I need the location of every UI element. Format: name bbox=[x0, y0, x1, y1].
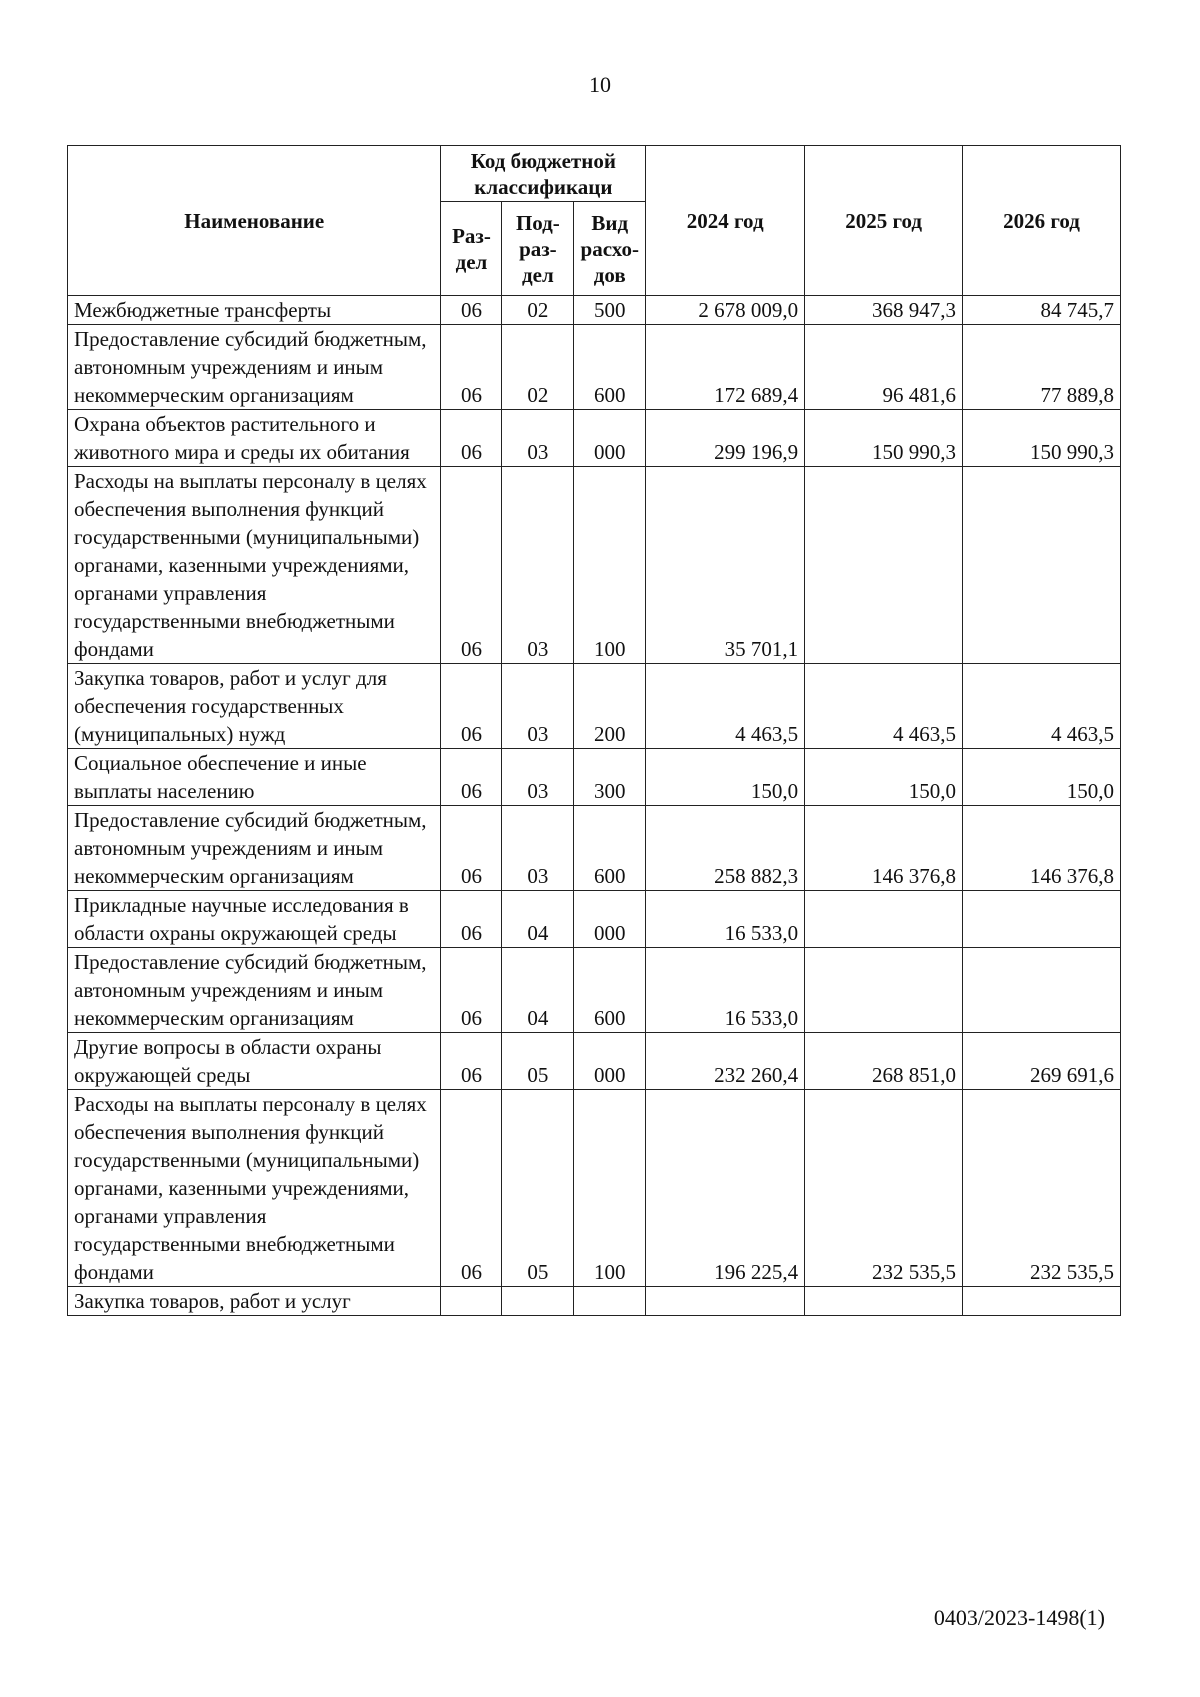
row-name: Предоставление субсидий бюджетным, автономным учреждениям и иным некоммерческим организациям bbox=[68, 806, 441, 891]
table-row bbox=[68, 1033, 1121, 1090]
row-podrazdel: 05 bbox=[502, 1090, 574, 1287]
page-number: 10 bbox=[589, 72, 611, 97]
row-value-2025 bbox=[805, 948, 963, 1033]
row-razdel: 06 bbox=[441, 806, 502, 891]
row-razdel: 06 bbox=[441, 749, 502, 806]
row-value-2026: 150,0 bbox=[963, 749, 1121, 806]
row-value-2026: 146 376,8 bbox=[963, 806, 1121, 891]
row-podrazdel: 04 bbox=[502, 891, 574, 948]
row-vid: 600 bbox=[574, 948, 646, 1033]
table-row bbox=[68, 891, 1121, 948]
row-name: Социальное обеспечение и иные выплаты населению bbox=[68, 749, 441, 806]
row-razdel: 06 bbox=[441, 891, 502, 948]
row-value-2025 bbox=[805, 891, 963, 948]
row-value-2025: 150,0 bbox=[805, 749, 963, 806]
row-value-2026: 84 745,7 bbox=[963, 296, 1121, 325]
table-row bbox=[68, 749, 1121, 806]
table-row bbox=[68, 1090, 1121, 1287]
row-podrazdel: 03 bbox=[502, 806, 574, 891]
header-2026: 2026 год bbox=[963, 146, 1121, 296]
row-value-2024: 258 882,3 bbox=[646, 806, 805, 891]
row-value-2026: 269 691,6 bbox=[963, 1033, 1121, 1090]
row-podrazdel: 03 bbox=[502, 749, 574, 806]
row-vid: 100 bbox=[574, 467, 646, 664]
row-name: Расходы на выплаты персоналу в целях обеспечения выполнения функций государственными (муниципальными) органами, казенными учреждениями, органами управления государственными внебюджетными фондами bbox=[68, 467, 441, 664]
row-value-2024: 35 701,1 bbox=[646, 467, 805, 664]
row-value-2025 bbox=[805, 1287, 963, 1316]
row-vid bbox=[574, 1287, 646, 1316]
row-value-2026: 4 463,5 bbox=[963, 664, 1121, 749]
row-podrazdel: 04 bbox=[502, 948, 574, 1033]
row-razdel: 06 bbox=[441, 325, 502, 410]
header-code-group: Код бюджетной классификаци bbox=[441, 146, 646, 202]
row-value-2024: 150,0 bbox=[646, 749, 805, 806]
row-value-2026 bbox=[963, 891, 1121, 948]
row-value-2025: 368 947,3 bbox=[805, 296, 963, 325]
row-value-2024: 16 533,0 bbox=[646, 891, 805, 948]
row-podrazdel: 03 bbox=[502, 664, 574, 749]
row-value-2024: 16 533,0 bbox=[646, 948, 805, 1033]
budget-table bbox=[67, 145, 1121, 1316]
row-podrazdel: 03 bbox=[502, 467, 574, 664]
row-vid: 000 bbox=[574, 1033, 646, 1090]
row-vid: 500 bbox=[574, 296, 646, 325]
row-podrazdel: 05 bbox=[502, 1033, 574, 1090]
row-value-2025: 150 990,3 bbox=[805, 410, 963, 467]
row-value-2025 bbox=[805, 467, 963, 664]
row-name: Прикладные научные исследования в области охраны окружающей среды bbox=[68, 891, 441, 948]
row-name: Закупка товаров, работ и услуг bbox=[68, 1287, 441, 1316]
row-razdel: 06 bbox=[441, 1033, 502, 1090]
row-razdel: 06 bbox=[441, 467, 502, 664]
table-row bbox=[68, 664, 1121, 749]
row-razdel: 06 bbox=[441, 664, 502, 749]
row-vid: 300 bbox=[574, 749, 646, 806]
row-podrazdel: 03 bbox=[502, 410, 574, 467]
row-value-2024: 172 689,4 bbox=[646, 325, 805, 410]
table-row bbox=[68, 467, 1121, 664]
row-vid: 100 bbox=[574, 1090, 646, 1287]
row-razdel: 06 bbox=[441, 1090, 502, 1287]
table-row bbox=[68, 948, 1121, 1033]
row-name: Охрана объектов растительного и животного мира и среды их обитания bbox=[68, 410, 441, 467]
row-value-2024: 196 225,4 bbox=[646, 1090, 805, 1287]
row-vid: 200 bbox=[574, 664, 646, 749]
header-2024: 2024 год bbox=[646, 146, 805, 296]
header-name: Наименование bbox=[68, 146, 441, 296]
row-name: Предоставление субсидий бюджетным, автономным учреждениям и иным некоммерческим организациям bbox=[68, 325, 441, 410]
row-name: Расходы на выплаты персоналу в целях обеспечения выполнения функций государственными (муниципальными) органами, казенными учреждениями, органами управления государственными внебюджетными фондами bbox=[68, 1090, 441, 1287]
row-value-2024: 299 196,9 bbox=[646, 410, 805, 467]
row-value-2026: 232 535,5 bbox=[963, 1090, 1121, 1287]
row-value-2026 bbox=[963, 948, 1121, 1033]
row-podrazdel: 02 bbox=[502, 296, 574, 325]
row-razdel: 06 bbox=[441, 296, 502, 325]
row-value-2024: 2 678 009,0 bbox=[646, 296, 805, 325]
header-podrazdel: Под- раз- дел bbox=[502, 202, 574, 296]
row-value-2026 bbox=[963, 1287, 1121, 1316]
table-row bbox=[68, 806, 1121, 891]
row-razdel bbox=[441, 1287, 502, 1316]
row-vid: 000 bbox=[574, 410, 646, 467]
header-vid: Вид расхо- дов bbox=[574, 202, 646, 296]
row-value-2026: 150 990,3 bbox=[963, 410, 1121, 467]
row-value-2025: 268 851,0 bbox=[805, 1033, 963, 1090]
document-code: 0403/2023-1498(1) bbox=[933, 1605, 1105, 1630]
row-razdel: 06 bbox=[441, 948, 502, 1033]
table-row bbox=[68, 325, 1121, 410]
row-name: Предоставление субсидий бюджетным, автономным учреждениям и иным некоммерческим организациям bbox=[68, 948, 441, 1033]
header-razdel: Раз- дел bbox=[441, 202, 502, 296]
row-value-2026 bbox=[963, 467, 1121, 664]
row-vid: 000 bbox=[574, 891, 646, 948]
table-row bbox=[68, 1287, 1121, 1316]
table-row bbox=[68, 296, 1121, 325]
row-value-2026: 77 889,8 bbox=[963, 325, 1121, 410]
row-name: Другие вопросы в области охраны окружающей среды bbox=[68, 1033, 441, 1090]
row-podrazdel: 02 bbox=[502, 325, 574, 410]
row-value-2025: 4 463,5 bbox=[805, 664, 963, 749]
table-row bbox=[68, 410, 1121, 467]
row-value-2025: 232 535,5 bbox=[805, 1090, 963, 1287]
row-vid: 600 bbox=[574, 806, 646, 891]
row-name: Закупка товаров, работ и услуг для обеспечения государственных (муниципальных) нужд bbox=[68, 664, 441, 749]
row-value-2024: 4 463,5 bbox=[646, 664, 805, 749]
row-name: Межбюджетные трансферты bbox=[68, 296, 441, 325]
header-2025: 2025 год bbox=[805, 146, 963, 296]
row-value-2025: 146 376,8 bbox=[805, 806, 963, 891]
row-podrazdel bbox=[502, 1287, 574, 1316]
row-value-2025: 96 481,6 bbox=[805, 325, 963, 410]
row-vid: 600 bbox=[574, 325, 646, 410]
row-value-2024: 232 260,4 bbox=[646, 1033, 805, 1090]
row-razdel: 06 bbox=[441, 410, 502, 467]
row-value-2024 bbox=[646, 1287, 805, 1316]
